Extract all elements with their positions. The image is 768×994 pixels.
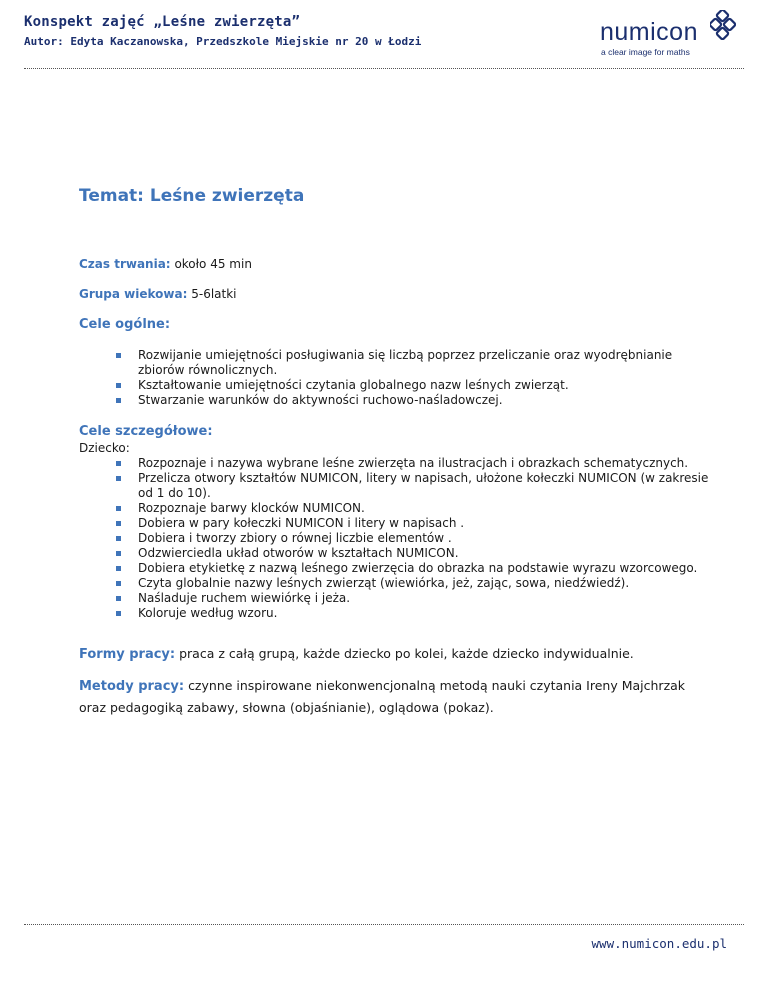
logo-tagline: a clear image for maths <box>601 47 690 57</box>
footer-url[interactable]: www.numicon.edu.pl <box>591 936 727 951</box>
work-methods-label: Metody pracy: <box>79 679 185 694</box>
list-item: Stwarzanie warunków do aktywności ruchowo-naśladowczej. <box>116 393 709 408</box>
list-item: Dobiera i tworzy zbiory o równej liczbie elementów . <box>116 531 709 546</box>
specific-goals-intro: Dziecko: <box>79 441 130 455</box>
work-forms-label: Formy pracy: <box>79 647 176 662</box>
age-group-label: Grupa wiekowa: <box>79 287 188 301</box>
age-group-value: 5-6latki <box>191 287 237 301</box>
work-methods <box>79 675 709 718</box>
document-title: Konspekt zajęć „Leśne zwierzęta” <box>24 14 301 30</box>
work-methods-value: czynne inspirowane niekonwencjonalną metodą nauki czytania Ireny Majchrzak oraz pedagogiką zabawy, słowna (objaśnianie), oglądowa (pokaz). <box>79 678 686 715</box>
logo-wordmark: numicon <box>600 18 698 46</box>
age-group-line <box>79 287 709 301</box>
footer-divider <box>24 924 744 925</box>
list-item: Przelicza otwory kształtów NUMICON, litery w napisach, ułożone kołeczki NUMICON (w zakresie od 1 do 10). <box>116 471 709 501</box>
work-forms-value: praca z całą grupą, każde dziecko po kolei, każde dziecko indywidualnie. <box>179 646 634 661</box>
general-goals-list <box>79 348 709 408</box>
specific-goals-list <box>79 456 709 621</box>
numicon-logo <box>600 10 740 58</box>
duration-value: około 45 min <box>174 257 252 271</box>
list-item: Rozwijanie umiejętności posługiwania się liczbą poprzez przeliczanie oraz wyodrębnianie zbiorów równolicznych. <box>116 348 709 378</box>
list-item: Naśladuje ruchem wiewiórkę i jeża. <box>116 591 709 606</box>
duration-label: Czas trwania: <box>79 257 171 271</box>
header-divider <box>24 68 744 69</box>
list-item: Dobiera w pary kołeczki NUMICON i litery w napisach . <box>116 516 709 531</box>
general-goals-heading: Cele ogólne: <box>79 317 171 332</box>
document-author: Autor: Edyta Kaczanowska, Przedszkole Miejskie nr 20 w Łodzi <box>24 35 422 48</box>
list-item: Rozpoznaje i nazywa wybrane leśne zwierzęta na ilustracjach i obrazkach schematycznych. <box>116 456 709 471</box>
list-item: Kształtowanie umiejętności czytania globalnego nazw leśnych zwierząt. <box>116 378 709 393</box>
work-forms <box>79 643 709 665</box>
specific-goals-heading: Cele szczegółowe: <box>79 424 213 439</box>
list-item: Koloruje według wzoru. <box>116 606 709 621</box>
list-item: Dobiera etykietkę z nazwą leśnego zwierzęcia do obrazka na podstawie wyrazu wzorcowego. <box>116 561 709 576</box>
numicon-shapes-icon <box>710 10 736 40</box>
duration-line <box>79 257 709 271</box>
list-item: Czyta globalnie nazwy leśnych zwierząt (wiewiórka, jeż, zając, sowa, niedźwiedź). <box>116 576 709 591</box>
lesson-content <box>79 186 709 728</box>
list-item: Rozpoznaje barwy klocków NUMICON. <box>116 501 709 516</box>
lesson-topic: Temat: Leśne zwierzęta <box>79 186 305 206</box>
list-item: Odzwierciedla układ otworów w kształtach NUMICON. <box>116 546 709 561</box>
